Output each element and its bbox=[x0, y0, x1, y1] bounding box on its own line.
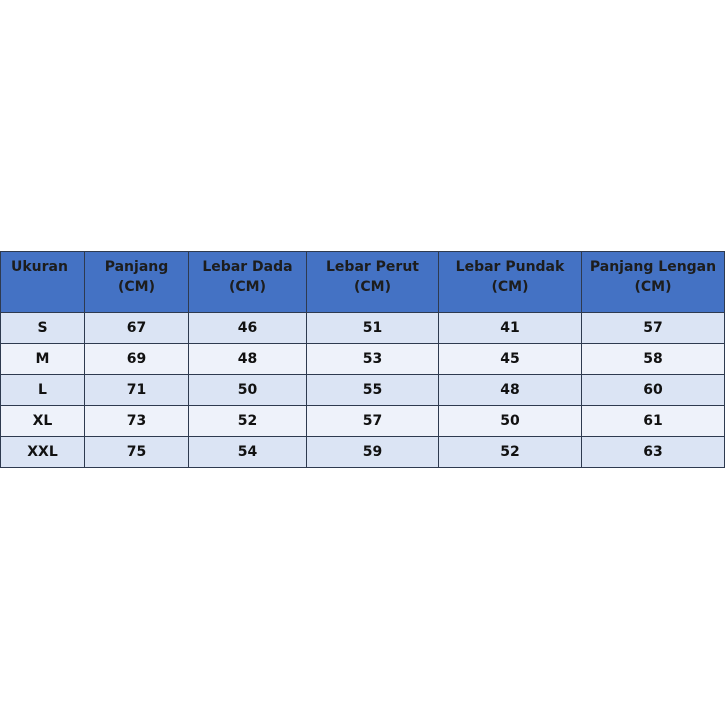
header-lebar-dada bbox=[189, 252, 307, 313]
size-cell: M bbox=[1, 344, 85, 375]
table-row bbox=[1, 375, 725, 406]
table-cell: 60 bbox=[582, 375, 725, 406]
table-cell: 52 bbox=[189, 406, 307, 437]
table-cell: 48 bbox=[189, 344, 307, 375]
table-cell: 50 bbox=[439, 406, 582, 437]
table-row bbox=[1, 344, 725, 375]
table-cell: 54 bbox=[189, 437, 307, 468]
table-cell: 41 bbox=[439, 313, 582, 344]
header-label: Lebar Perut bbox=[326, 259, 419, 275]
header-lebar-perut bbox=[307, 252, 439, 313]
header-unit: (CM) bbox=[228, 279, 266, 295]
header-row bbox=[1, 252, 725, 313]
header-panjang bbox=[85, 252, 189, 313]
header-label: Ukuran bbox=[11, 259, 68, 275]
size-cell: XL bbox=[1, 406, 85, 437]
size-cell: XXL bbox=[1, 437, 85, 468]
header-panjang-lengan bbox=[582, 252, 725, 313]
table-cell: 73 bbox=[85, 406, 189, 437]
size-cell: L bbox=[1, 375, 85, 406]
table-cell: 46 bbox=[189, 313, 307, 344]
table-cell: 69 bbox=[85, 344, 189, 375]
table-cell: 75 bbox=[85, 437, 189, 468]
header-unit: (CM) bbox=[353, 279, 391, 295]
table-body bbox=[1, 313, 725, 468]
header-label: Panjang bbox=[104, 259, 169, 275]
table-cell: 53 bbox=[307, 344, 439, 375]
table-row bbox=[1, 406, 725, 437]
table-row bbox=[1, 437, 725, 468]
header-unit: (CM) bbox=[491, 279, 529, 295]
table-cell: 50 bbox=[189, 375, 307, 406]
header-label: Panjang Lengan bbox=[589, 259, 717, 275]
table-cell: 45 bbox=[439, 344, 582, 375]
table-cell: 63 bbox=[582, 437, 725, 468]
table-cell: 71 bbox=[85, 375, 189, 406]
size-chart-table bbox=[0, 251, 725, 468]
table-row bbox=[1, 313, 725, 344]
header-label: Lebar Dada bbox=[202, 259, 293, 275]
table-cell: 67 bbox=[85, 313, 189, 344]
size-cell: S bbox=[1, 313, 85, 344]
header-lebar-pundak bbox=[439, 252, 582, 313]
header-unit: (CM) bbox=[634, 279, 672, 295]
table-cell: 51 bbox=[307, 313, 439, 344]
table-cell: 48 bbox=[439, 375, 582, 406]
table-header bbox=[1, 252, 725, 313]
header-ukuran bbox=[1, 252, 85, 313]
table-cell: 59 bbox=[307, 437, 439, 468]
table-cell: 57 bbox=[582, 313, 725, 344]
table-cell: 52 bbox=[439, 437, 582, 468]
table-cell: 55 bbox=[307, 375, 439, 406]
table-cell: 58 bbox=[582, 344, 725, 375]
table-cell: 61 bbox=[582, 406, 725, 437]
header-label: Lebar Pundak bbox=[455, 259, 565, 275]
header-unit: (CM) bbox=[117, 279, 155, 295]
table-cell: 57 bbox=[307, 406, 439, 437]
